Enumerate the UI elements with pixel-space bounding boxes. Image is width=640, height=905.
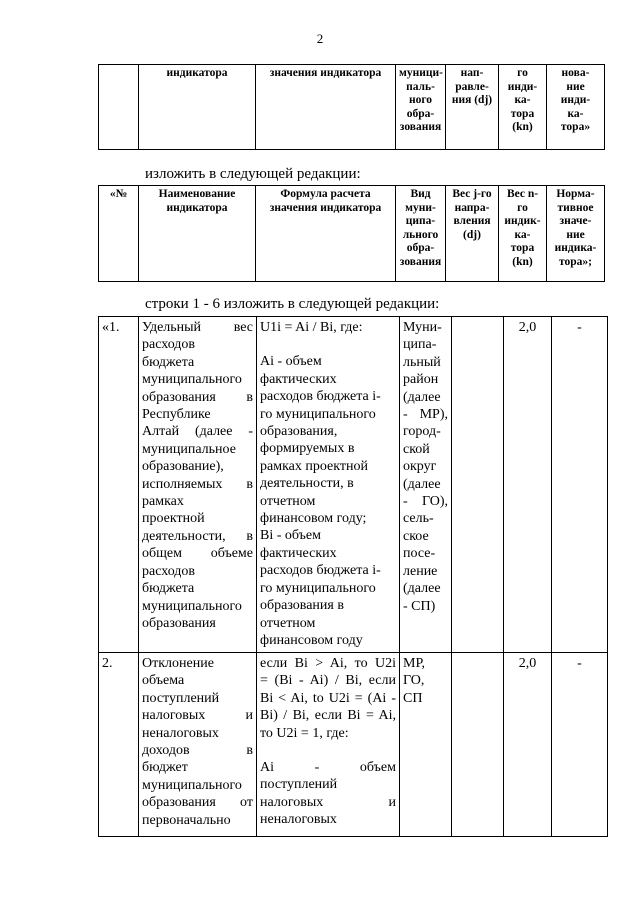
header-table-new bbox=[98, 185, 605, 282]
header-cell-formula: Формула расчета значения индикатора bbox=[256, 186, 396, 282]
header-cell-dj: Вес j-го напра- вления (dj) bbox=[446, 186, 499, 282]
intro-text-1: изложить в следующей редакции: bbox=[145, 166, 361, 182]
indicators-table bbox=[98, 316, 608, 837]
header-cell-number bbox=[99, 65, 139, 150]
row-municipality-type: Муни- ципа- льный район (далее - МР), город- ской округ (далее - ГО), сель- ское посе- ление (далее - СП) bbox=[400, 317, 452, 653]
header-cell-kn: Вес n- го индик- ка- тора (kn) bbox=[499, 186, 547, 282]
header-cell-type: муници- паль- ного обра- зования bbox=[396, 65, 446, 150]
page-number: 2 bbox=[316, 31, 324, 46]
row-indicator-weight: 2,0 bbox=[504, 317, 552, 653]
header-table-continued bbox=[98, 64, 605, 150]
row-indicator-name: Отклонение объема поступлений налоговых и неналоговых доходов в бюджет муниципального образования от первоначально bbox=[139, 653, 257, 837]
row-direction-weight bbox=[452, 317, 504, 653]
table-row bbox=[99, 317, 608, 653]
header-cell-type: Вид муни- ципа- льного обра- зования bbox=[396, 186, 446, 282]
row-formula: U1i = Ai / Bi, где: Ai - объем фактических расходов бюджета i- го муниципального образования, формируемых в рамках проектной деятельности, в отчетном финансовом году; Bi - объем фактических расходов бюджета i- го муниципального образования в отчетном финансовом году bbox=[257, 317, 400, 653]
header-cell-formula: значения индикатора bbox=[256, 65, 396, 150]
header-cell-indicator: Наименование индикатора bbox=[139, 186, 256, 282]
header-cell-norm: Норма- тивное значе- ние индика- тора»; bbox=[547, 186, 605, 282]
row-normative-value: - bbox=[552, 317, 608, 653]
table-row bbox=[99, 653, 608, 837]
row-municipality-type: МР, ГО, СП bbox=[400, 653, 452, 837]
header-cell-number: «№ bbox=[99, 186, 139, 282]
intro-text-2: строки 1 - 6 изложить в следующей редакции: bbox=[145, 296, 440, 312]
row-number: «1. bbox=[99, 317, 139, 653]
row-direction-weight bbox=[452, 653, 504, 837]
row-number: 2. bbox=[99, 653, 139, 837]
row-formula: если Bi > Ai, то U2i = (Bi - Ai) / Bi, если Bi < Ai, to U2i = (Ai - Bi) / Bi, если Bi = Ai, то U2i = 1, где: Ai - объем поступлений налоговых и неналоговых bbox=[257, 653, 400, 837]
header-cell-norm: нова- ние инди- ка- тора» bbox=[547, 65, 605, 150]
header-cell-dj: нап- равле- ния (dj) bbox=[446, 65, 499, 150]
header-cell-indicator: индикатора bbox=[139, 65, 256, 150]
row-normative-value: - bbox=[552, 653, 608, 837]
row-indicator-weight: 2,0 bbox=[504, 653, 552, 837]
header-cell-kn: го инди- ка- тора (kn) bbox=[499, 65, 547, 150]
row-indicator-name: Удельный вес расходов бюджета муниципального образования в Республике Алтай (далее - муниципальное образование), исполняемых в рамках проектной деятельности, в общем объеме расходов бюджета муниципального образования bbox=[139, 317, 257, 653]
